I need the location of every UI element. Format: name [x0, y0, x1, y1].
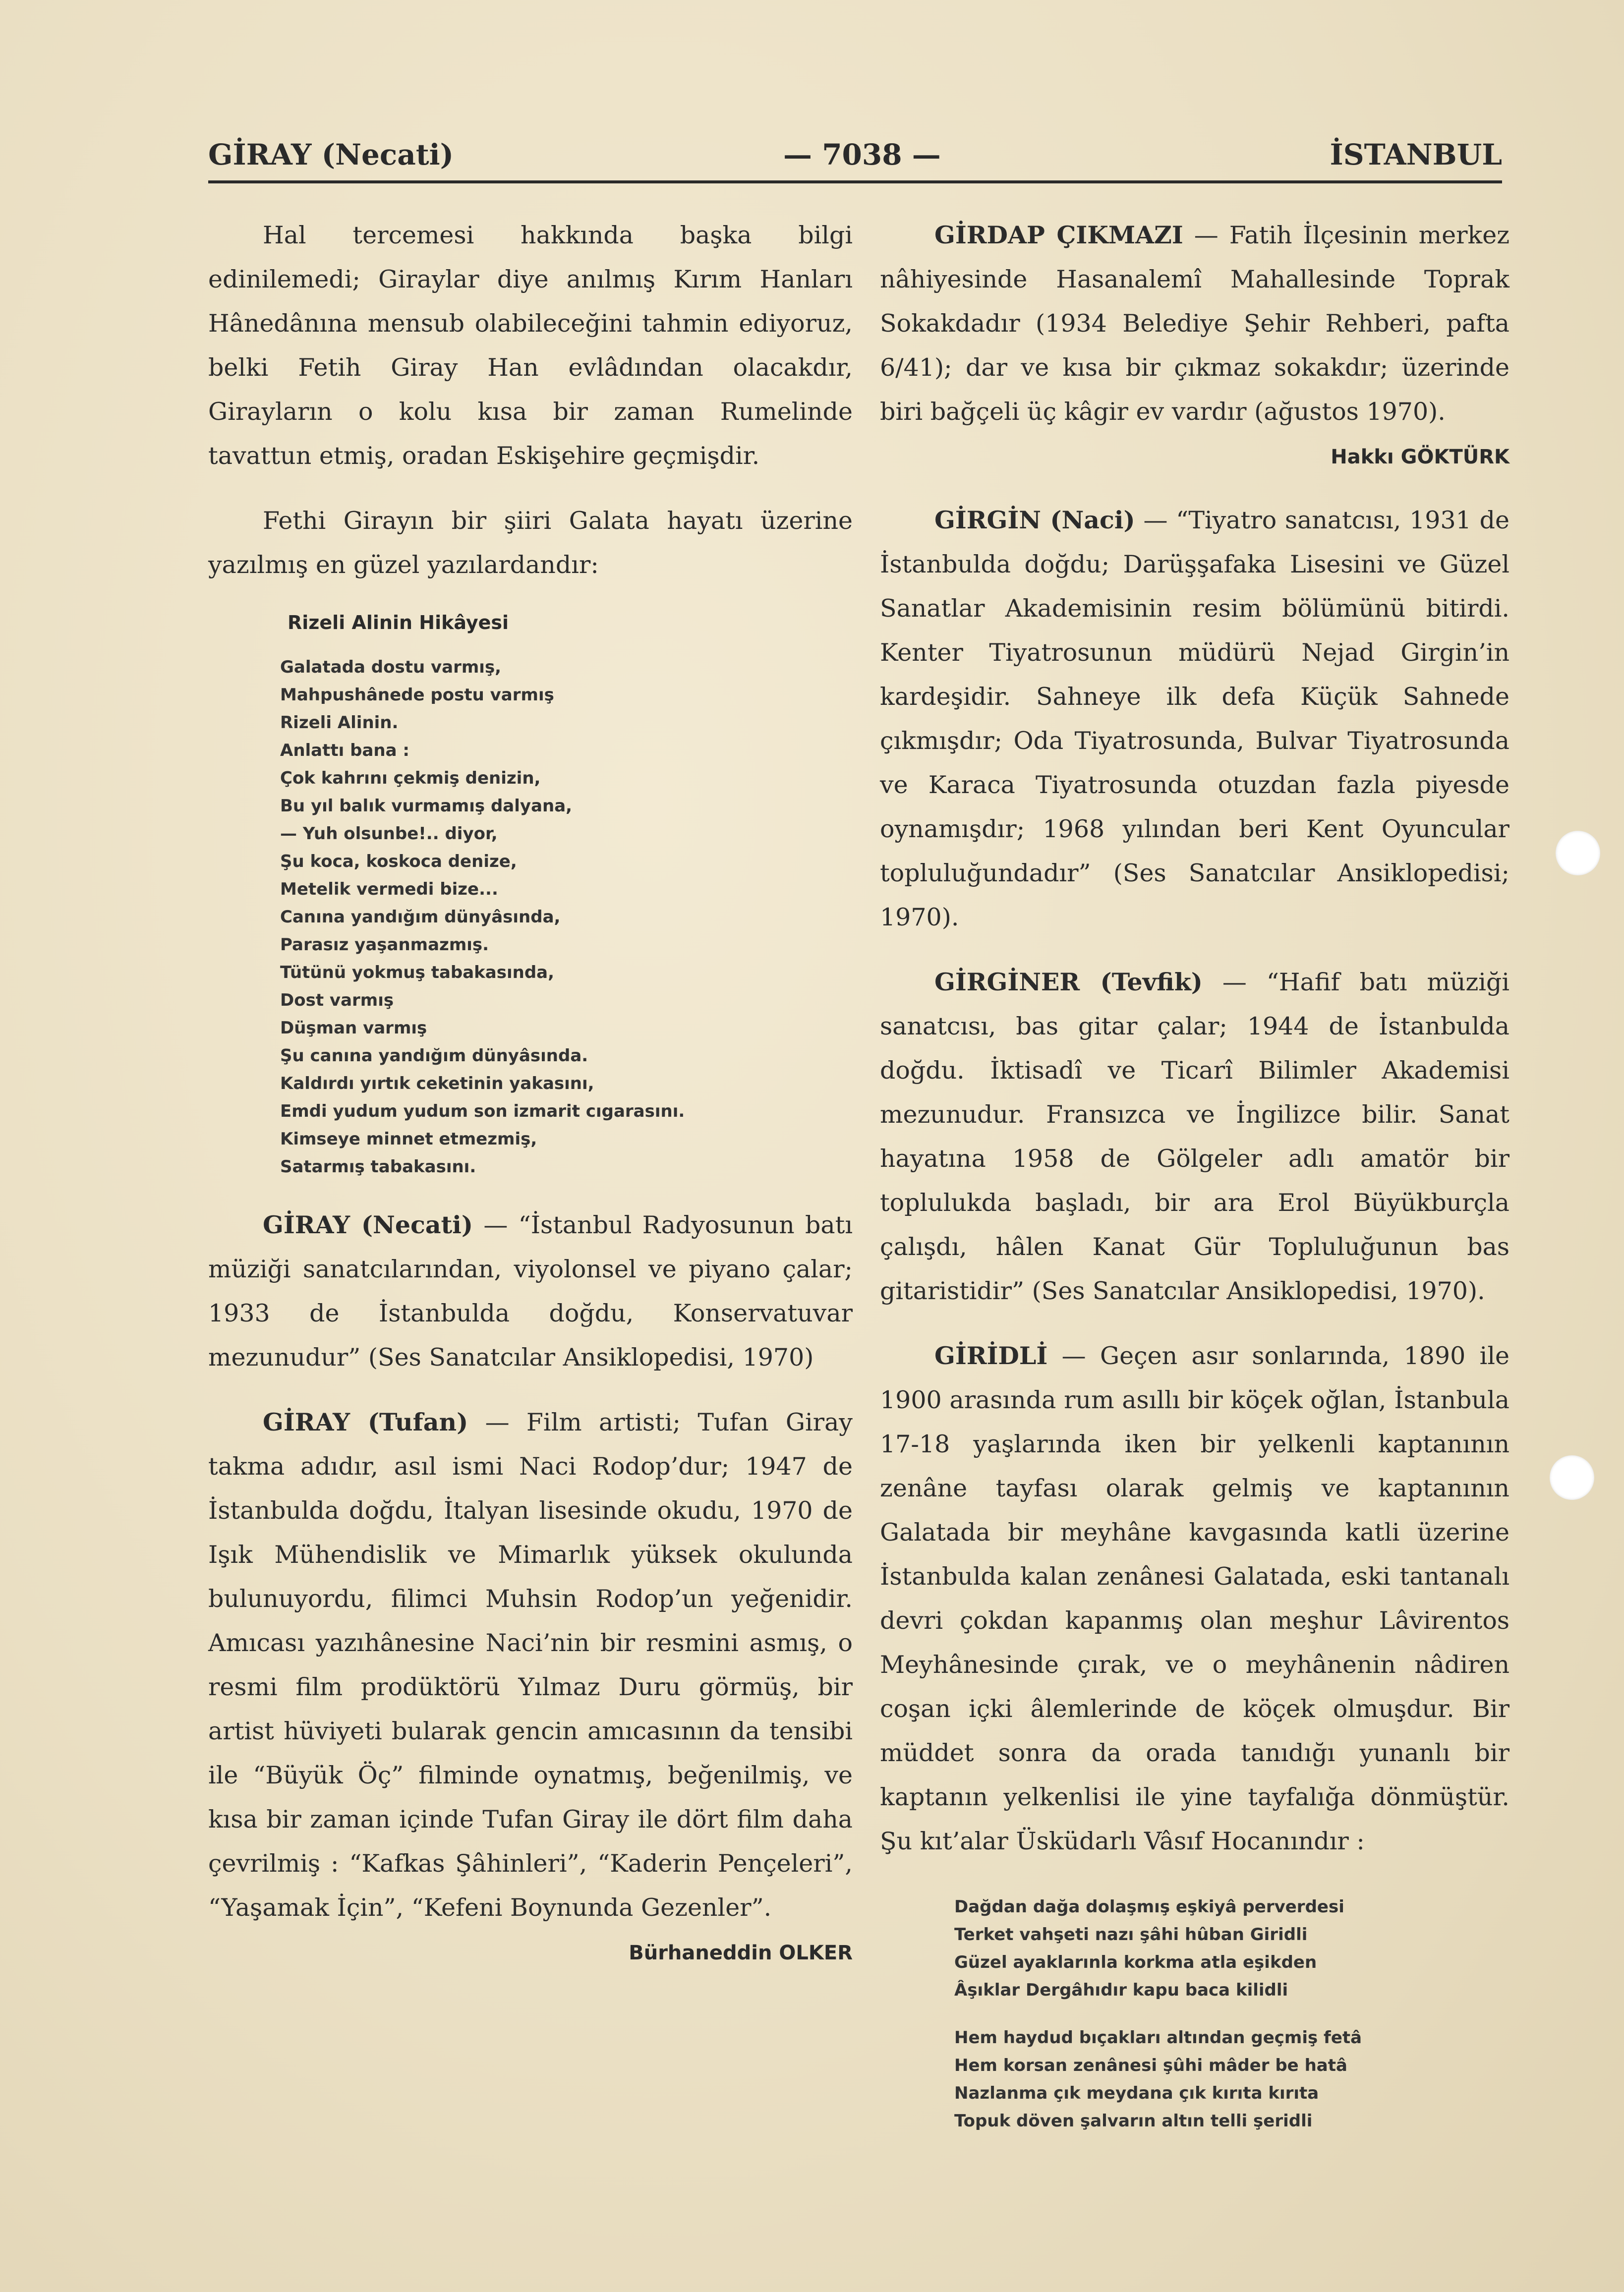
poem-line: Topuk döven şalvarın altın telli şeridli: [954, 2111, 1313, 2131]
entry-heading: GİRAY (Tufan): [263, 1408, 468, 1436]
page-header: [208, 138, 1502, 182]
page-number: — 7038 —: [783, 138, 941, 172]
poem-line: Emdi yudum yudum son izmarit cıgarasını.: [280, 1101, 685, 1121]
entry-giray-necati: [208, 1203, 853, 1379]
poem-line: — Yuh olsunbe!.. diyor,: [280, 824, 498, 844]
poem-line: Kimseye minnet etmezmiş,: [280, 1129, 537, 1149]
poem-line: Kaldırdı yırtık ceketinin yakasını,: [280, 1074, 594, 1093]
entry-text: — Film artisti; Tufan Giray takma adıdır, asıl ismi Naci Rodop’dur; 1947 de İstanbulda doğdu, İtalyan lisesinde okudu, 1970 de Işık Mühendislik ve Mimarlık yüksek okulunda bulunuyordu, filimci Muhsin Rodop’un yeğenidir. Amıcası yazıhânesine Naci’nin bir resmini asmış, o resmi film prodüktörü Yılmaz Duru görmüş, bir artist hüviyeti bularak gencin amıcasının da tensibi ile “Büyük Öç” filminde oynatmış, beğenilmiş, ve kısa bir zaman içinde Tufan Giray ile dört film daha çevrilmiş : “Kafkas Şâhinleri”, “Kaderin Pençeleri”, “Yaşamak İçin”, “Kefeni Boynunda Gezenler”.: [208, 1408, 853, 1922]
poem-line: Galatada dostu varmış,: [280, 657, 502, 677]
header-entry-name: GİRAY (Necati): [208, 138, 454, 172]
poem-line: Satarmış tabakasını.: [280, 1157, 476, 1177]
poem-line: Tütünü yokmuş tabakasında,: [280, 963, 555, 982]
entry-giridli: [880, 1334, 1509, 1863]
entry-heading: GİRAY (Necati): [263, 1210, 473, 1239]
entry-girginer-tevfik: [880, 960, 1509, 1313]
poem-line: Hem haydud bıçakları altından geçmiş fetâ: [954, 2028, 1362, 2048]
poem-line: Hem korsan zenânesi şûhi mâder be hatâ: [954, 2056, 1347, 2075]
poem-line: Nazlanma çık meydana çık kırıta kırıta: [954, 2083, 1319, 2103]
binder-hole-bottom: [1550, 1455, 1594, 1500]
author-signature: Hakkı GÖKTÜRK: [1331, 446, 1509, 468]
poem-line: Bu yıl balık vurmamış dalyana,: [280, 796, 573, 816]
poem-line: Çok kahrını çekmiş denizin,: [280, 768, 541, 788]
poem-line: Metelik vermedi bize...: [280, 879, 498, 899]
entry-text: — Geçen asır sonlarında, 1890 ile 1900 arasında rum asıllı bir köçek oğlan, İstanbula 17-18 yaşlarında iken bir yelkenli kaptanının zenâne tayfası olarak gelmiş ve kaptanının Galatada bir meyhâne kavgasında katli üzerine İstanbulda kalan zenânesi Galatada, eski tantanalı devri çokdan kapanmış olan meşhur Lâvirentos Meyhânesinde çırak, ve o meyhânenin nâdiren coşan içki âlemlerinde de köçek olmuşdur. Bir müddet sonra da orada tanıdığı yunanlı bir kaptanın yelkenlisi ile yine tayfalığa dönmüştür. Şu kıt’alar Üsküdarlı Vâsıf Hocanındır :: [880, 1342, 1509, 1855]
poem-line: Düşman varmış: [280, 1018, 427, 1038]
poem-line: Âşıklar Dergâhıdır kapu baca kilidli: [954, 1980, 1288, 2000]
entry-giray-tufan: [208, 1400, 853, 1930]
right-column: [880, 213, 1509, 2155]
poem-line: Mahpushânede postu varmış: [280, 685, 554, 705]
entry-girgin-naci: [880, 498, 1509, 939]
poem-line: Anlattı bana :: [280, 741, 409, 760]
entry-text: — Fatih İlçesinin merkez nâhiyesinde Hasanalemî Mahallesinde Toprak Sokakdadır (1934 Belediye Şehir Rehberi, pafta 6/41); dar ve kısa bir çıkmaz sokakdır; üzerinde biri bağçeli üç kâgir ev vardır (ağustos 1970).: [880, 221, 1510, 426]
poem-giridli: [954, 1893, 1509, 2135]
poem-rizeli-ali: [280, 653, 853, 1181]
entry-text: — “Hafif batı müziği sanatcısı, bas gitar çalar; 1944 de İstanbulda doğdu. İktisadî ve Ticarî Bilimler Akademisi mezunudur. Fransızca ve İngilizce bilir. Sanat hayatına 1958 de Gölgeler adlı amatör bir toplulukda başladı, bir ara Erol Büyükburçla çalışdı, hâlen Kanat Gür Topluluğunun bas gitaristidir” (Ses Sanatcılar Ansiklopedisi, 1970).: [880, 968, 1509, 1305]
poem-line: Şu koca, koskoca denize,: [280, 852, 517, 871]
poem-stanza: [954, 1893, 1509, 2004]
entry-text: — “İstanbul Radyosunun batı müziği sanatcılarından, viyolonsel ve piyano çalar; 1933 de İstanbulda doğdu, Konservatuvar mezunudur” (Ses Sanatcılar Ansiklopedisi, 1970): [208, 1211, 853, 1372]
poem-stanza: [954, 2024, 1509, 2135]
poem-line: Canına yandığım dünyâsında,: [280, 907, 561, 927]
header-rule: [208, 180, 1502, 183]
poem-line: Güzel ayaklarınla korkma atla eşikden: [954, 1952, 1317, 1972]
entry-heading: GİRİDLİ: [934, 1341, 1048, 1370]
intro-paragraph-1: Hal tercemesi hakkında başka bilgi edinilemedi; Giraylar diye anılmış Kırım Hanları Hânedânına mensub olabileceğini tahmin ediyoruz, belki Fetih Giray Han evlâdından olacakdır, Girayların o kolu kısa bir zaman Rumelinde tavattun etmiş, oradan Eskişehire geçmişdir.: [208, 221, 853, 470]
poem-title: Rizeli Alinin Hikâyesi: [288, 612, 509, 633]
intro-paragraph-2: Fethi Girayın bir şiiri Galata hayatı üzerine yazılmış en güzel yazılardandır:: [208, 507, 853, 579]
poem-line: Terket vahşeti nazı şâhi hûban Giridli: [954, 1925, 1308, 1945]
binder-hole-top: [1556, 831, 1600, 875]
poem-line: Rizeli Alinin.: [280, 713, 399, 733]
entry-heading: GİRGİNER (Tevfik): [934, 968, 1203, 996]
entry-girdap-cikmazi: [880, 213, 1509, 434]
header-volume: İSTANBUL: [1330, 138, 1502, 172]
entry-heading: GİRGİN (Naci): [934, 506, 1135, 534]
left-column: [208, 213, 853, 1994]
entry-text: — “Tiyatro sanatcısı, 1931 de İstanbulda doğdu; Darüşşafaka Lisesini ve Güzel Sanatlar Akademisinin resim bölümünü bitirdi. Kenter Tiyatrosunun müdürü Nejad Girgin’in kardeşidir. Sahneye ilk defa Küçük Sahnede çıkmışdır; Oda Tiyatrosunda, Bulvar Tiyatrosunda ve Karaca Tiyatrosunda otuzdan fazla piyesde oynamışdır; 1968 yılından beri Kent Oyuncular topluluğundadır” (Ses Sanatcılar Ansiklopedisi; 1970).: [880, 506, 1509, 931]
poem-line: Şu canına yandığım dünyâsında.: [280, 1046, 588, 1066]
poem-line: Parasız yaşanmazmış.: [280, 935, 489, 955]
poem-line: Dağdan dağa dolaşmış eşkiyâ perverdesi: [954, 1897, 1344, 1917]
author-signature: Bürhaneddin OLKER: [629, 1942, 853, 1964]
entry-heading: GİRDAP ÇIKMAZI: [934, 221, 1183, 249]
poem-line: Dost varmış: [280, 990, 394, 1010]
